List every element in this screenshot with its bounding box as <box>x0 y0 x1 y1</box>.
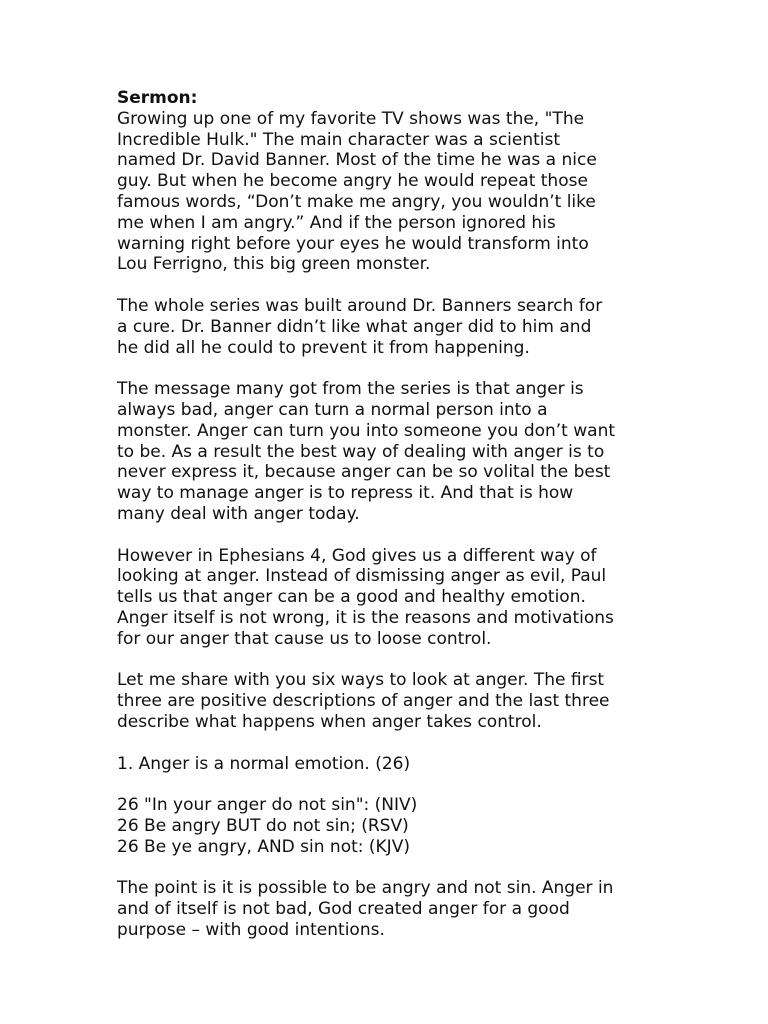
text-line: and of itself is not bad, God created anger for a good <box>117 899 570 920</box>
text-line: looking at anger. Instead of dismissing anger as evil, Paul <box>117 566 607 587</box>
paragraph <box>117 379 657 525</box>
text-line: 26 "In your anger do not sin": (NIV) <box>117 795 418 816</box>
text-line: monster. Anger can turn you into someone you don’t want <box>117 420 616 441</box>
text-line: to be. As a result the best way of dealing with anger is to <box>117 441 605 462</box>
text-line: a cure. Dr. Banner didn’t like what anger did to him and <box>117 316 592 337</box>
text-line: Growing up one of my favorite TV shows was the, "The <box>117 108 585 129</box>
text-line: The point is it is possible to be angry and not sin. Anger in <box>117 878 614 899</box>
text-line: always bad, anger can turn a normal person into a <box>117 399 548 420</box>
text-line: However in Ephesians 4, God gives us a different way of <box>117 545 597 566</box>
paragraph <box>117 795 657 857</box>
text-line: Incredible Hulk." The main character was a scientist <box>117 129 561 150</box>
sermon-heading: Sermon: <box>117 88 198 108</box>
text-line: 26 Be ye angry, AND sin not: (KJV) <box>117 836 410 857</box>
text-line: me when I am angry.” And if the person ignored his <box>117 212 556 233</box>
text-line: three are positive descriptions of anger and the last three <box>117 691 610 712</box>
text-line: tells us that anger can be a good and healthy emotion. <box>117 587 586 608</box>
text-line: many deal with anger today. <box>117 503 360 524</box>
document-body <box>117 109 657 941</box>
text-line: Anger itself is not wrong, it is the reasons and motivations <box>117 607 614 628</box>
text-line: named Dr. David Banner. Most of the time he was a nice <box>117 150 597 171</box>
text-line: 1. Anger is a normal emotion. (26) <box>117 753 411 774</box>
text-line: warning right before your eyes he would transform into <box>117 233 589 254</box>
paragraph <box>117 670 657 732</box>
paragraph <box>117 878 657 940</box>
text-line: way to manage anger is to repress it. And that is how <box>117 483 574 504</box>
paragraph <box>117 296 657 358</box>
text-line: 26 Be angry BUT do not sin; (RSV) <box>117 815 409 836</box>
text-line: for our anger that cause us to loose control. <box>117 628 492 649</box>
text-line: Let me share with you six ways to look at anger. The first <box>117 670 605 691</box>
text-line: purpose – with good intentions. <box>117 919 385 940</box>
text-line: The whole series was built around Dr. Banners search for <box>117 295 603 316</box>
text-line: he did all he could to prevent it from happening. <box>117 337 530 358</box>
paragraph <box>117 546 657 650</box>
text-line: famous words, “Don’t make me angry, you wouldn’t like <box>117 191 596 212</box>
document-page <box>117 88 657 941</box>
text-line: guy. But when he become angry he would repeat those <box>117 171 588 192</box>
text-line: The message many got from the series is that anger is <box>117 379 584 400</box>
text-line: never express it, because anger can be so volital the best <box>117 462 611 483</box>
text-line: Lou Ferrigno, this big green monster. <box>117 254 431 275</box>
paragraph <box>117 109 657 275</box>
paragraph <box>117 754 657 775</box>
text-line: describe what happens when anger takes control. <box>117 711 542 732</box>
